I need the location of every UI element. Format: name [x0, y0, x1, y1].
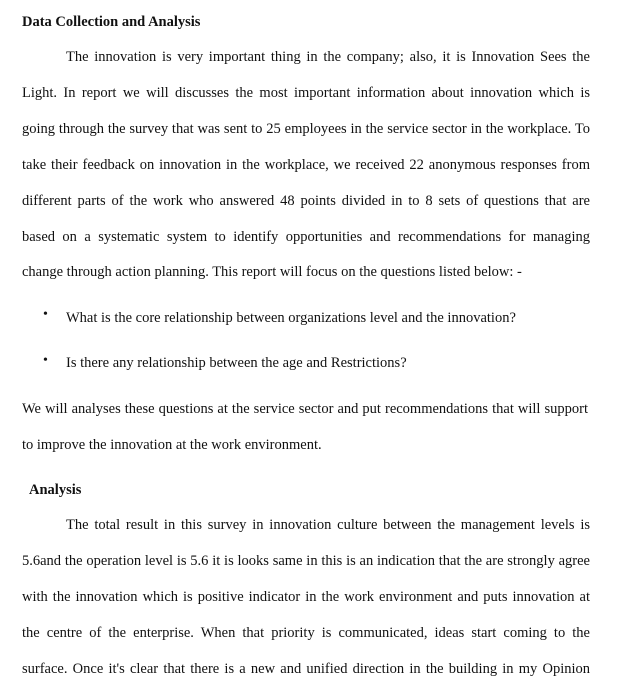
paragraph-line: based on a systematic system to identify opportunities and recommendations for managing [22, 229, 590, 245]
bullet-dot: • [43, 353, 48, 368]
paragraph-line: with the innovation which is positive indicator in the work environment and puts innovation at [22, 589, 590, 605]
paragraph-line: going through the survey that was sent to 25 employees in the service sector in the workplace. To [22, 121, 590, 137]
paragraph-line: The innovation is very important thing in the company; also, it is Innovation Sees the [66, 49, 590, 65]
paragraph-line: The total result in this survey in innovation culture between the management levels is [66, 517, 590, 533]
paragraph-line: Light. In report we will discusses the most important information about innovation which is [22, 85, 590, 101]
bullet-dot: • [43, 307, 48, 322]
paragraph-line: We will analyses these questions at the service sector and put recommendations that will support [22, 401, 588, 417]
bullet-item-question-1: What is the core relationship between organizations level and the innovation? [66, 310, 516, 326]
paragraph-line: take their feedback on innovation in the workplace, we received 22 anonymous responses from [22, 157, 590, 173]
paragraph-line: the centre of the enterprise. When that priority is communicated, ideas start coming to the [22, 625, 590, 641]
paragraph-line: to improve the innovation at the work environment. [22, 437, 322, 453]
paragraph-line: different parts of the work who answered 48 points divided in to 8 sets of questions that are [22, 193, 590, 209]
paragraph-line: 5.6and the operation level is 5.6 it is looks same in this is an indication that the are strongly agree [22, 553, 590, 569]
paragraph-line: change through action planning. This report will focus on the questions listed below: - [22, 264, 522, 280]
section-heading-analysis: Analysis [29, 482, 82, 498]
bullet-item-question-2: Is there any relationship between the age and Restrictions? [66, 355, 407, 371]
paragraph-line: surface. Once it's clear that there is a new and unified direction in the building in my Opinion [22, 661, 590, 677]
section-heading-data-collection: Data Collection and Analysis [22, 14, 201, 30]
